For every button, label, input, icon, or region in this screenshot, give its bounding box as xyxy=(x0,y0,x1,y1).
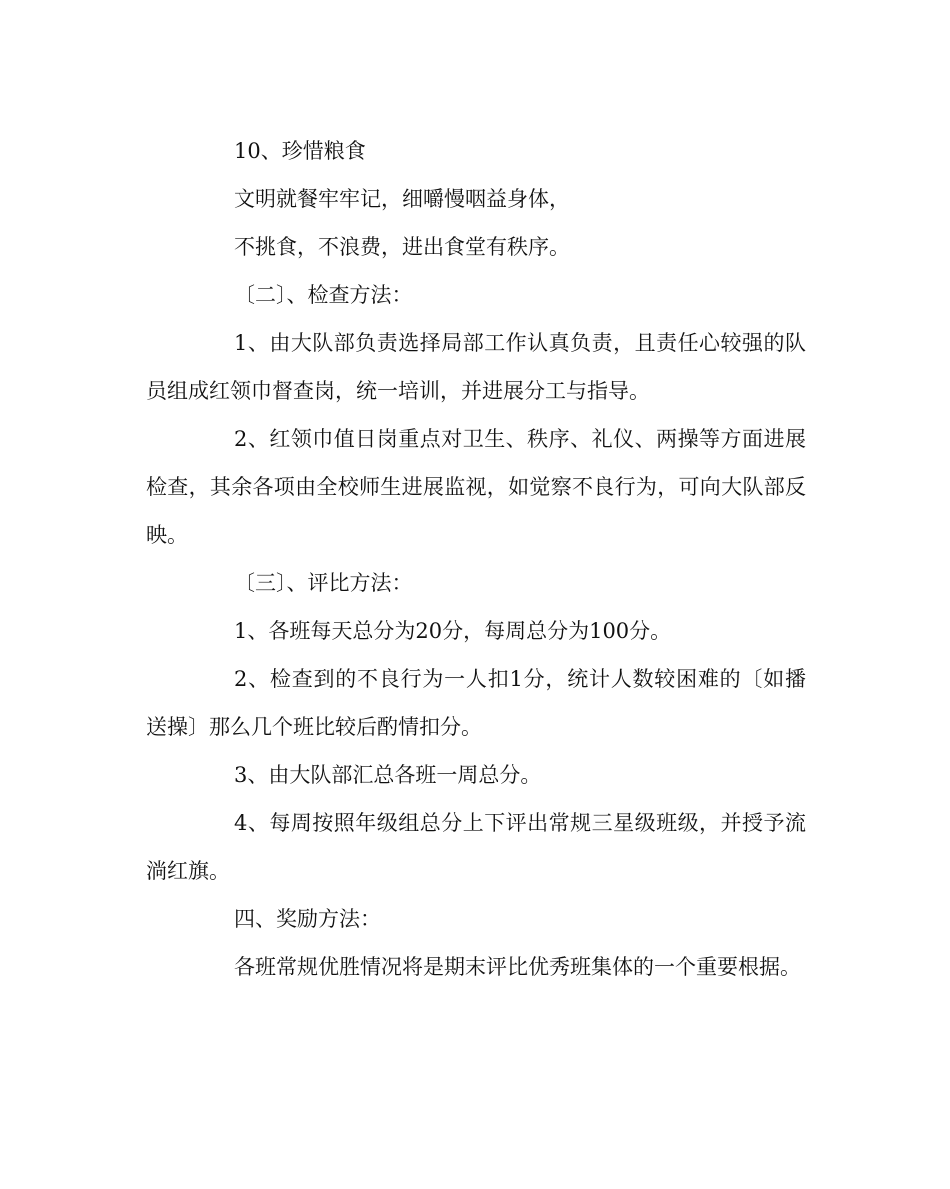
section-item-title: 10、珍惜粮食 xyxy=(234,139,366,163)
section-heading-inspection: 〔二〕、检查方法： xyxy=(234,283,413,307)
evaluation-item-4: 4、每周按照年级组总分上下评出常规三星级班级，并授予流淌红旗。 xyxy=(146,811,806,883)
inspection-item-1: 1、由大队部负责选择局部工作认真负责，且责任心较强的队员组成红领巾督查岗，统一培训，并进展分工与指导。 xyxy=(146,331,806,403)
evaluation-item-3: 3、由大队部汇总各班一周总分。 xyxy=(234,763,542,787)
section-heading-reward: 四、奖励方法： xyxy=(234,907,381,931)
inspection-item-2: 2、红领巾值日岗重点对卫生、秩序、礼仪、两操等方面进展检查，其余各项由全校师生进展监视，如觉察不良行为，可向大队部反映。 xyxy=(146,427,806,547)
rhyme-line-2: 不挑食，不浪费，进出食堂有秩序。 xyxy=(234,235,570,259)
document-body xyxy=(146,127,806,991)
evaluation-item-1: 1、各班每天总分为20分，每周总分为100分。 xyxy=(234,619,672,643)
reward-text: 各班常规优胜情况将是期末评比优秀班集体的一个重要根据。 xyxy=(234,955,801,979)
rhyme-line-1: 文明就餐牢牢记，细嚼慢咽益身体， xyxy=(234,187,570,211)
section-heading-evaluation: 〔三〕、评比方法： xyxy=(234,571,413,595)
evaluation-item-2: 2、检查到的不良行为一人扣1分，统计人数较困难的〔如播送操〕那么几个班比较后酌情扣分。 xyxy=(146,667,806,739)
